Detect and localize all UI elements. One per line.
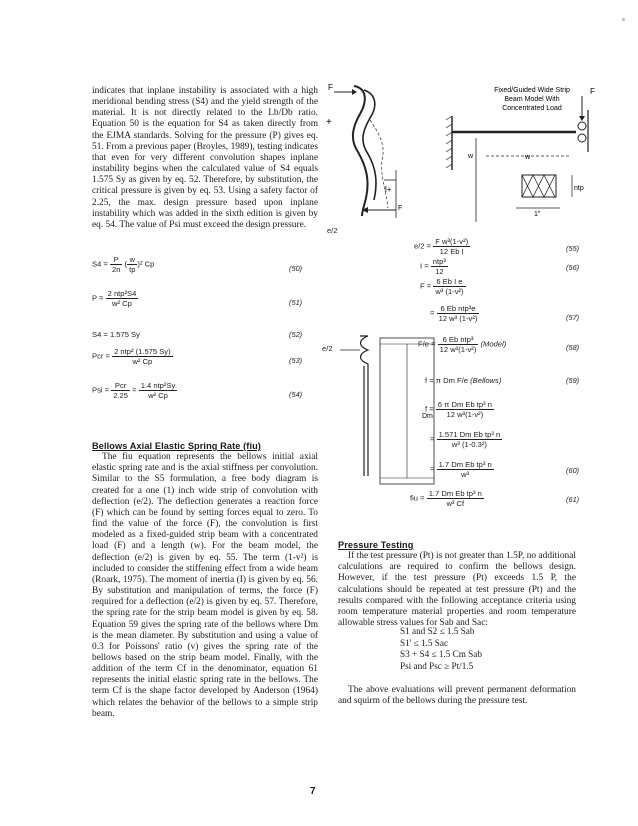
guide-force-arrowhead — [579, 116, 585, 121]
section-heading-pressure-testing: Pressure Testing — [338, 540, 414, 550]
label-one-inch: 1" — [534, 211, 541, 218]
closing-paragraph-block — [338, 685, 576, 707]
convolution-inner-outline — [363, 90, 376, 200]
label-F-left: F — [328, 83, 333, 92]
guide-roller-bottom — [578, 134, 586, 142]
figure-title-line-2: Beam Model With — [504, 96, 560, 103]
equation-60-number: (60) — [566, 466, 580, 475]
spring-rate-section — [92, 441, 318, 720]
pressure-testing-paragraph: If the test pressure (Pt) is not greater than 1.5P, no additional calculations are required to confirm the bellows design. However, if the test pressure (Pt) exceeds 1.5 P, the calculations should be repeated at test pressure (Pt) and the results compared with the following acceptance criteria using room temperature material properties and room temperature allowable stress values for Sab and Sac: — [338, 551, 576, 629]
acceptance-criteria — [400, 626, 482, 672]
equation-54: Psi = $\frac{\text{Pcr}}{2.25}$ = $\frac{\text{1.4 ntp²Sy}}{\text{w² Cp}}$ — [92, 381, 176, 400]
label-ntp: ntp — [574, 185, 584, 192]
equation-55: e/2 = $\frac{\text{F w³(1-v²)}}{\text{12 Eb I}}$ — [414, 237, 469, 256]
beam-model-figure — [326, 80, 596, 230]
left-column-intro — [92, 86, 318, 231]
equation-59: f = π Dm F/e (Bellows) — [425, 376, 502, 385]
equation-61: fiu = $\frac{\text{1.7 Dm Eb tp³ n}}{\text{w³ Cf}}$ — [410, 489, 482, 508]
equation-f-poisson: = $\frac{\text{1.571 Dm Eb tp³ n}}{\text{w³ (1-0.3²)}}$ — [430, 430, 501, 449]
pressure-testing-section — [338, 540, 576, 629]
equation-60: = $\frac{\text{1.7 Dm Eb tp³ n}}{\text{w³}}$ — [430, 460, 492, 479]
equation-53: Pcr = $\frac{\text{2 ntp² (1.575 Sy)}}{\text{w² Cp}}$ — [92, 347, 171, 366]
equation-57-number: (57) — [566, 313, 580, 322]
equation-59-number: (59) — [566, 376, 580, 385]
equation-52: S4 = 1.575 Sy — [92, 330, 140, 339]
label-w-vertical: w — [468, 153, 474, 160]
wall-hatch — [446, 116, 452, 168]
figure-title-line-3: Concentrated Load — [502, 105, 562, 112]
equation-54-number: (54) — [289, 390, 303, 399]
equation-57: = $\frac{\text{6 Eb ntp³e}}{\text{12 w³ (1-v²)}}$ — [430, 304, 478, 323]
equation-51: P = $\frac{\text{2 ntp²S4}}{\text{w² Cp}}$ — [92, 289, 137, 308]
page-number: 7 — [310, 786, 316, 797]
equation-F-intermediate: F = $\frac{\text{6 Eb I e}}{\text{w³ (1-v²)}}$ — [420, 277, 464, 296]
bellows-left-wall — [360, 336, 368, 476]
equation-55-number: (55) — [566, 244, 580, 253]
equation-58: F/e = $\frac{\text{6 Eb ntp³}}{\text{12 w³(1-v²)}}$ (Model) — [418, 335, 507, 354]
guide-roller-top — [578, 122, 586, 130]
equation-61-number: (61) — [566, 495, 580, 504]
equation-52-number: (52) — [289, 330, 303, 339]
equation-50: S4 = $\frac{P}{2n}$ ( $\frac{w}{tp}$ )² Cp — [92, 255, 155, 274]
equation-f-substituted: f = $\frac{\text{6 π Dm Eb tp³ n}}{\text{12 w³(1-v²)}}$ — [425, 400, 492, 419]
label-Dm: Dm — [422, 413, 433, 420]
spring-rate-paragraph: The fiu equation represents the bellows initial axial elastic spring rate and is the axial stiffness per convolution. Similar to the S5 formulation, a free body diagram is created for a one (1) inch wide strip of convolution with deflection (e/2). The deflection generates a reaction force (F) which can be found by setting forces equal to zero. To find the value of the force (F), the convolution is first modeled as a fixed-guided strip beam with a concentrated load (F) and a length (w). For the beam model, the deflection (e/2) is given by eq. 55. The term (1-v²) is included to consider the stiffening effect from a wide beam (Roark, 1975). The moment of inertia (I) is given by eq. 56. By substitution and manipulation of terms, the force (F) required for a deflection (e/2) is given by eq. 57. Therefore, the spring rate for the strip beam model is given by eq. 58. Equation 59 gives the spring rate of the bellows where Dm is the mean diameter. By substitution and using a value of 0.3 for Poissons' ratio (v) gives the spring rate of the bellows based on the strip beam model. Finally, with the addition of the term Cf in the denominator, equation 61 represents the initial elastic spring rate in the bellows. The term Cf is the shape factor developed by Anderson (1964) which relates the behavior of the bellows to a simple strip beam. — [92, 452, 318, 719]
label-w-beam: w — [525, 154, 531, 161]
equation-51-number: (51) — [289, 298, 303, 307]
equation-56: I = $\frac{\text{ntp³}}{12}$ — [420, 257, 446, 276]
scan-speck — [622, 18, 625, 21]
label-plus-mid: l+ — [385, 185, 392, 194]
force-arrowhead-left — [352, 89, 357, 95]
closing-paragraph: The above evaluations will prevent permanent deformation and squirm of the bellows during the pressure test. — [338, 685, 576, 707]
equation-53-number: (53) — [289, 356, 303, 365]
label-e-half-bellows: e/2 — [322, 344, 333, 353]
equation-50-number: (50) — [289, 264, 303, 273]
section-heading-spring-rate: Bellows Axial Elastic Spring Rate (fiu) — [92, 441, 261, 451]
criterion-2: S1' ≤ 1.5 Sac — [400, 637, 449, 648]
label-e-half-figure: e/2 — [327, 226, 338, 235]
label-F-lower: F — [398, 205, 403, 212]
criterion-4: Psi and Psc ≥ Pt/1.5 — [400, 660, 474, 671]
figure-title-line-1: Fixed/Guided Wide Strip — [494, 87, 570, 94]
label-plus-top: + — [326, 117, 332, 128]
strip-section-hatch — [522, 175, 555, 197]
equation-56-number: (56) — [566, 263, 580, 272]
criterion-1: S1 and S2 ≤ 1.5 Sab — [400, 626, 475, 636]
label-F-right: F — [590, 87, 595, 96]
intro-paragraph: indicates that inplane instability is associated with a high meridional bending stress (S4) and the yield strength of the material. It is not directly related to the Lb/Db ratio. Equation 50 is the equation for S4 as taken directly from the EJMA standards. Solving for the pressure (P) gives eq. 51. From a previous paper (Broyles, 1989), testing indicates that even for very different convolution shapes inplane instability begins when the calculated value of S4 equals 1.575 Sy as given by eq. 52. Therefore, by substitution, the critical pressure is given by eq. 53. Using a safety factor of 2.25, the max. design pressure based upon inplane instability which was added in the sixth edition is given by eq. 54. The value of Psi must exceed the design pressure. — [92, 86, 318, 230]
equation-58-number: (58) — [566, 343, 580, 352]
criterion-3: S3 + S4 ≤ 1.5 Cm Sab — [400, 649, 482, 660]
